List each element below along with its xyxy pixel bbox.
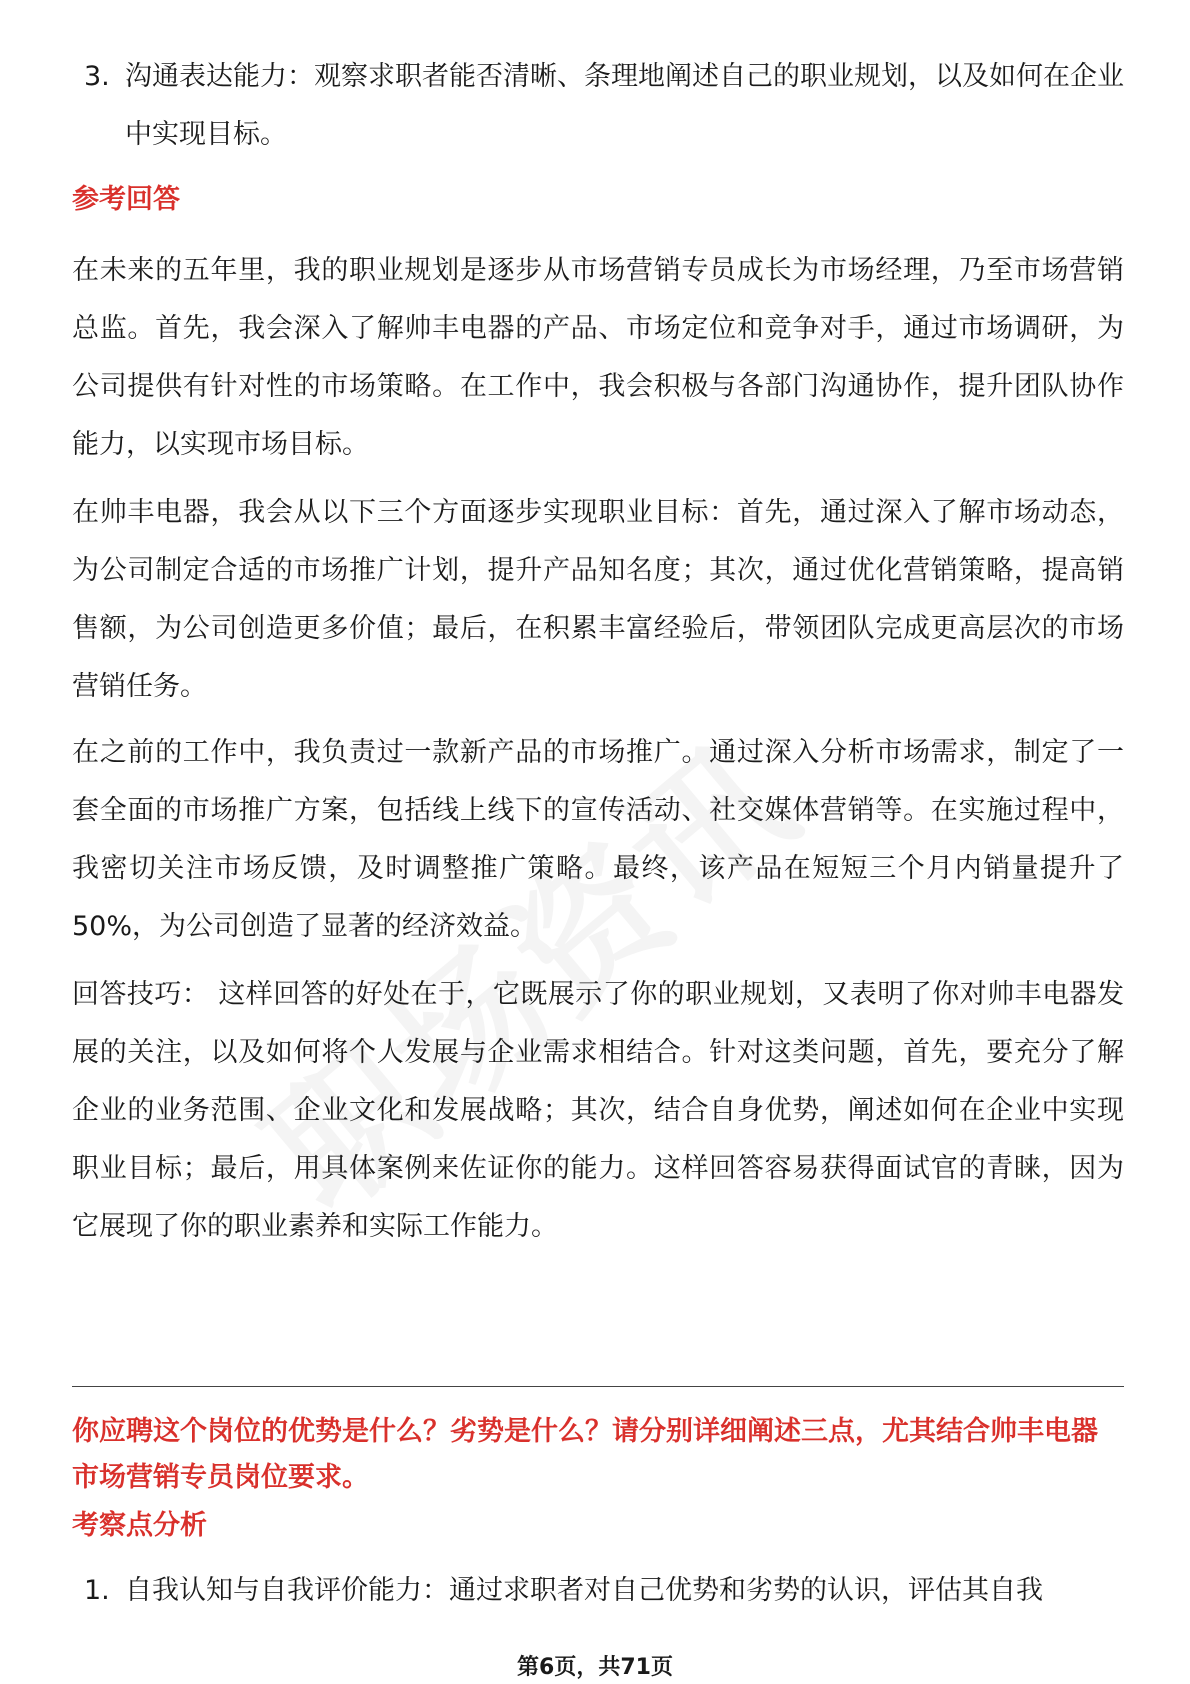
paragraph-career-plan: 在未来的五年里，我的职业规划是逐步从市场营销专员成长为市场经理，乃至市场营销总监。首先，我会深入了解帅丰电器的产品、市场定位和竞争对手，通过市场调研，为公司提供有针对性的市场策略。在工作中，我会积极与各部门沟通协作，提升团队协作能力，以实现市场目标。 <box>72 255 1124 460</box>
list-text: 沟通表达能力：观察求职者能否清晰、条理地阐述自己的职业规划，以及如何在企业中实现目标。 <box>125 61 1124 150</box>
list-number: 3. <box>84 61 110 92</box>
reference-answer-heading: 参考回答 <box>72 184 180 215</box>
section-divider <box>72 1386 1124 1387</box>
page-footer: 第6页，共71页 <box>517 1655 673 1680</box>
list-item-1 <box>84 1562 1124 1620</box>
list-number: 1. <box>84 1575 110 1606</box>
question-heading: 你应聘这个岗位的优势是什么？劣势是什么？请分别详细阐述三点，尤其结合帅丰电器市场营销专员岗位要求。 <box>72 1416 1098 1493</box>
paragraph-tips: 回答技巧： 这样回答的好处在于，它既展示了你的职业规划，又表明了你对帅丰电器发展的关注，以及如何将个人发展与企业需求相结合。针对这类问题，首先，要充分了解企业的业务范围、企业文化和发展战略；其次，结合自身优势，阐述如何在企业中实现职业目标；最后，用具体案例来佐证你的能力。这样回答容易获得面试官的青睐，因为它展现了你的职业素养和实际工作能力。 <box>72 979 1124 1242</box>
list-item-3 <box>84 48 1124 164</box>
analysis-heading: 考察点分析 <box>72 1510 207 1541</box>
paragraph-goals: 在帅丰电器，我会从以下三个方面逐步实现职业目标：首先，通过深入了解市场动态，为公司制定合适的市场推广计划，提升产品知名度；其次，通过优化营销策略，提高销售额，为公司创造更多价值；最后，在积累丰富经验后，带领团队完成更高层次的市场营销任务。 <box>72 497 1124 702</box>
paragraph-experience: 在之前的工作中，我负责过一款新产品的市场推广。通过深入分析市场需求，制定了一套全面的市场推广方案，包括线上线下的宣传活动、社交媒体营销等。在实施过程中，我密切关注市场反馈，及时调整推广策略。最终，该产品在短短三个月内销量提升了50%，为公司创造了显著的经济效益。 <box>72 737 1124 942</box>
list-text: 自我认知与自我评价能力：通过求职者对自己优势和劣势的认识，评估其自我 <box>125 1575 1043 1606</box>
